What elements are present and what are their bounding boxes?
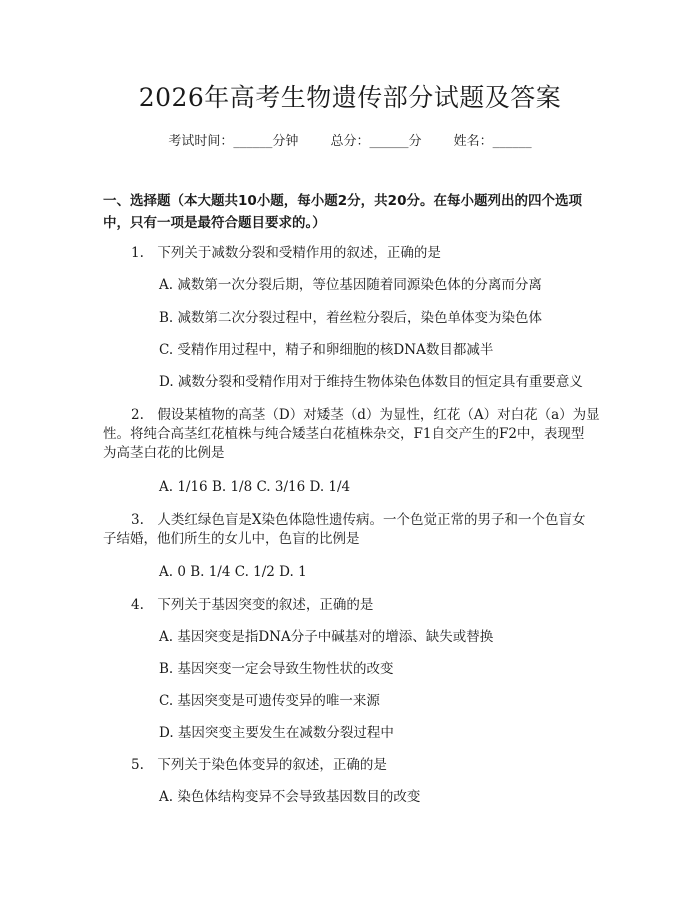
- question-4-option-d: D. 基因突变主要发生在减数分裂过程中: [159, 725, 394, 741]
- question-4-option-a: A. 基因突变是指DNA分子中碱基对的增添、缺失或替换: [159, 629, 494, 645]
- exam-score-field: 总分：______分: [330, 134, 422, 149]
- question-1-option-b: B. 减数第二次分裂过程中，着丝粒分裂后，染色单体变为染色体: [159, 310, 543, 326]
- question-5-option-a: A. 染色体结构变异不会导致基因数目的改变: [159, 789, 421, 805]
- question-3-options: A. 0 B. 1/4 C. 1/2 D. 1: [159, 564, 307, 580]
- question-2-stem: 2. 假设某植物的高茎（D）对矮茎（d）为显性，红花（A）对白花（a）为显: [131, 407, 600, 423]
- question-4-stem: 4. 下列关于基因突变的叙述，正确的是: [131, 597, 374, 613]
- exam-time-field: 考试时间：______分钟: [168, 134, 299, 149]
- question-2-stem-cont: 性。将纯合高茎红花植株与纯合矮茎白花植株杂交，F1自交产生的F2中，表现型: [103, 426, 585, 442]
- question-3-stem: 3. 人类红绿色盲是X染色体隐性遗传病。一个色觉正常的男子和一个色盲女: [131, 512, 586, 528]
- exam-name-field: 姓名：______: [453, 134, 532, 149]
- question-5-stem: 5. 下列关于染色体变异的叙述，正确的是: [131, 757, 387, 773]
- question-1-stem: 1. 下列关于减数分裂和受精作用的叙述，正确的是: [131, 245, 441, 261]
- page-title: 2026年高考生物遗传部分试题及答案: [138, 83, 562, 112]
- question-1-option-c: C. 受精作用过程中，精子和卵细胞的核DNA数目都减半: [159, 342, 494, 358]
- question-2-options: A. 1/16 B. 1/8 C. 3/16 D. 1/4: [159, 479, 351, 495]
- question-4-option-c: C. 基因突变是可遗传变异的唯一来源: [159, 693, 380, 709]
- question-2-stem-cont: 为高茎白花的比例是: [103, 445, 225, 461]
- question-1-option-a: A. 减数第一次分裂后期，等位基因随着同源染色体的分离而分离: [159, 277, 542, 293]
- section-heading: [103, 190, 603, 234]
- exam-info: [0, 132, 700, 152]
- question-1-option-d: D. 减数分裂和受精作用对于维持生物体染色体数目的恒定具有重要意义: [159, 374, 583, 390]
- question-4-option-b: B. 基因突变一定会导致生物性状的改变: [159, 661, 394, 677]
- section-heading-line: 一、选择题（本大题共10小题，每小题2分，共20分。在每小题列出的四个选项: [103, 193, 582, 209]
- question-3-stem-cont: 子结婚，他们所生的女儿中，色盲的比例是: [103, 531, 360, 547]
- section-heading-line: 中，只有一项是最符合题目要求的。）: [103, 215, 326, 231]
